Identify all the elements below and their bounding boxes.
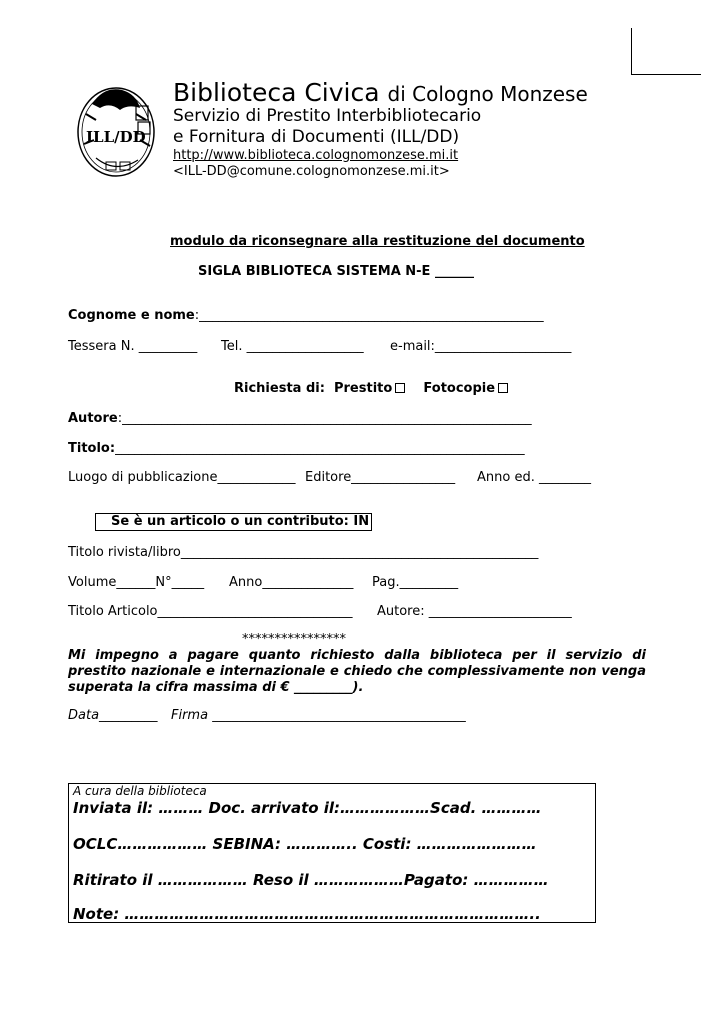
- autore-row[interactable]: [68, 411, 532, 426]
- firma-field[interactable]: Firma _______________________________________: [171, 708, 466, 723]
- page-title: [173, 78, 588, 107]
- tel-field[interactable]: Tel. __________________: [221, 339, 364, 354]
- sigla-field[interactable]: SIGLA BIBLIOTECA SISTEMA N-E ______: [198, 264, 474, 279]
- anno-field[interactable]: Anno______________: [229, 575, 354, 590]
- tessera-field[interactable]: Tessera N. _________: [68, 339, 198, 354]
- titolo-label: Titolo:: [68, 441, 116, 456]
- admin-row-4: Note: ………………………………………………………………………..: [73, 905, 541, 923]
- fotocopie-label: Fotocopie: [423, 381, 496, 396]
- titolo-rivista-field[interactable]: Titolo rivista/libro_______________________________________________________: [68, 545, 539, 560]
- admin-label: A cura della biblioteca: [73, 784, 207, 798]
- richiesta-row: [234, 381, 508, 396]
- admin-row-1: Inviata il: ……… Doc. arrivato il:………………Scad. …………: [73, 799, 542, 817]
- richiesta-label: Richiesta di:: [234, 381, 325, 396]
- separator-stars: ****************: [242, 632, 346, 647]
- articolo-box-text: Se è un articolo o un contributo: IN: [111, 514, 370, 529]
- website-link[interactable]: http://www.biblioteca.colognomonzese.mi.it: [173, 148, 459, 163]
- pledge-text: Mi impegno a pagare quanto richiesto dalla biblioteca per il servizio di prestito nazionale e internazionale e chiedo che complessivamente non venga superata la cifra massima di € _________).: [68, 648, 646, 695]
- titolo-blank[interactable]: _______________________________________________________________: [115, 441, 525, 456]
- title-sub: di Cologno Monzese: [387, 82, 588, 106]
- autore-label: Autore: [68, 411, 118, 426]
- service-line-1: Servizio di Prestito Interbibliotecario: [173, 106, 482, 126]
- page-corner-mark-vertical: [631, 28, 632, 75]
- form-heading: modulo da riconsegnare alla restituzione del documento: [170, 234, 585, 249]
- titolo-row[interactable]: [68, 441, 525, 456]
- cognome-blank[interactable]: :_____________________________________________________: [194, 308, 544, 323]
- admin-row-3: Ritirato il ……………… Reso il ………………Pagato: ……………: [73, 871, 549, 889]
- luogo-field[interactable]: Luogo di pubblicazione____________: [68, 470, 296, 485]
- email-field[interactable]: e-mail:_____________________: [390, 339, 572, 354]
- cognome-label: Cognome e nome: [68, 308, 195, 323]
- admin-section: [68, 783, 596, 923]
- fotocopie-checkbox[interactable]: [498, 383, 508, 393]
- page-corner-mark-horizontal: [631, 74, 701, 75]
- admin-row-2: OCLC……………… SEBINA: ………….. Costi: ……………………: [73, 835, 537, 853]
- cognome-row[interactable]: [68, 308, 544, 323]
- service-line-2: e Fornitura di Documenti (ILL/DD): [173, 127, 460, 147]
- prestito-label: Prestito: [333, 381, 393, 396]
- autore-blank[interactable]: :_______________________________________________________________: [117, 411, 532, 426]
- volume-field[interactable]: Volume______N°_____: [68, 575, 205, 590]
- title-main: Biblioteca Civica: [173, 78, 380, 107]
- articolo-box: [95, 513, 372, 531]
- editore-field[interactable]: Editore________________: [305, 470, 456, 485]
- data-field[interactable]: Data_________: [68, 708, 158, 723]
- autore2-field[interactable]: Autore: ______________________: [377, 604, 572, 619]
- prestito-checkbox[interactable]: [395, 383, 405, 393]
- anno-ed-field[interactable]: Anno ed. ________: [477, 470, 591, 485]
- logo-text: ILL/DD: [86, 128, 146, 146]
- contact-email: <ILL-DD@comune.colognomonzese.mi.it>: [173, 164, 450, 179]
- pag-field[interactable]: Pag._________: [372, 575, 459, 590]
- titolo-articolo-field[interactable]: Titolo Articolo______________________________: [68, 604, 353, 619]
- library-logo: [70, 74, 164, 184]
